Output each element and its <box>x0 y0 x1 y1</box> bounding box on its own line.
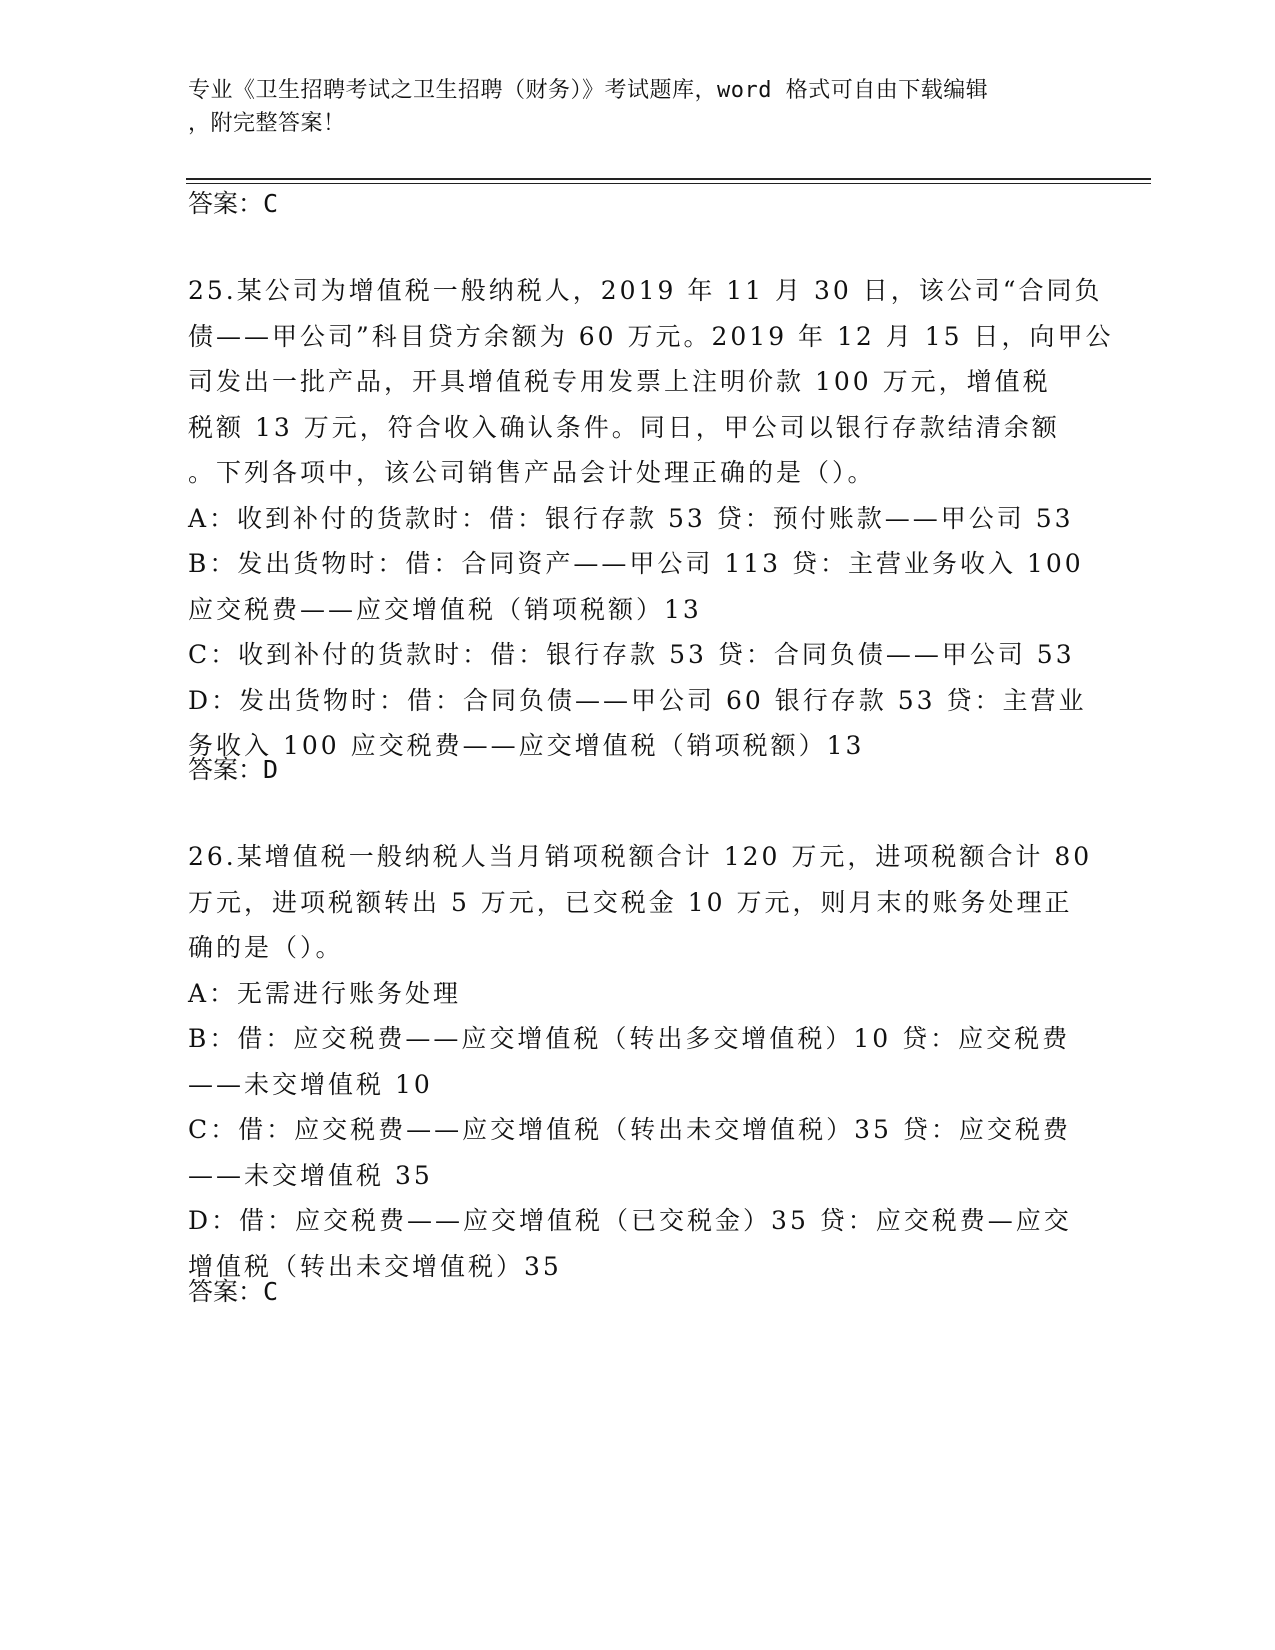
q25-line: 税额 13 万元，符合收入确认条件。同日，甲公司以银行存款结清余额 <box>188 412 1060 442</box>
q26-line: 万元，进项税额转出 5 万元，已交税金 10 万元，则月末的账务处理正 <box>188 887 1073 917</box>
q26-option-c: C：借：应交税费——应交增值税（转出未交增值税）35 贷：应交税费 <box>188 1115 1071 1144</box>
q26-line: 26.某增值税一般纳税人当月销项税额合计 120 万元，进项税额合计 80 <box>188 842 1093 871</box>
header-divider-thin <box>186 183 1151 184</box>
q26-option-b: B：借：应交税费——应交增值税（转出多交增值税）10 贷：应交税费 <box>188 1024 1071 1053</box>
q25-option-c: C：收到补付的货款时：借：银行存款 53 贷：合同负债——甲公司 53 <box>188 640 1075 669</box>
answer-25: 答案：D <box>188 755 279 784</box>
answer-26: 答案：C <box>188 1277 279 1306</box>
q25-option-a: A：收到补付的货款时：借：银行存款 53 贷：预付账款——甲公司 53 <box>188 503 1074 533</box>
q25-line: 。下列各项中，该公司销售产品会计处理正确的是（）。 <box>188 458 876 487</box>
q26-option-c-cont: ——未交增值税 35 <box>188 1160 433 1190</box>
q25-line: 司发出一批产品，开具增值税专用发票上注明价款 100 万元，增值税 <box>188 367 1051 396</box>
q25-line: 25.某公司为增值税一般纳税人，2019 年 11 月 30 日，该公司“合同负 <box>188 276 1103 305</box>
question-26 <box>188 834 1093 1289</box>
header-line-1: 专业《卫生招聘考试之卫生招聘（财务）》考试题库，word 格式可自由下载编辑 <box>188 78 989 103</box>
q26-option-d-cont: 增值税（转出未交增值税）35 <box>188 1251 562 1281</box>
header-divider-thick <box>186 178 1151 180</box>
q25-line: 债——甲公司”科目贷方余额为 60 万元。2019 年 12 月 15 日，向甲公 <box>188 321 1114 351</box>
q25-option-d-cont: 务收入 100 应交税费——应交增值税（销项税额）13 <box>188 731 865 760</box>
document-header <box>188 74 1068 140</box>
q25-option-b-cont: 应交税费——应交增值税（销项税额）13 <box>188 594 702 624</box>
q25-option-d: D：发出货物时：借：合同负债——甲公司 60 银行存款 53 贷：主营业 <box>188 685 1087 715</box>
q26-line: 确的是（）。 <box>188 933 344 962</box>
q26-option-b-cont: ——未交增值税 10 <box>188 1069 433 1099</box>
q26-option-a: A：无需进行账务处理 <box>188 978 462 1008</box>
question-25 <box>188 268 1114 769</box>
answer-24: 答案：C <box>188 189 279 218</box>
q26-option-d: D：借：应交税费——应交增值税（已交税金）35 贷：应交税费—应交 <box>188 1206 1072 1235</box>
q25-option-b: B：发出货物时：借：合同资产——甲公司 113 贷：主营业务收入 100 <box>188 549 1084 578</box>
header-line-2: ，附完整答案！ <box>188 111 346 136</box>
